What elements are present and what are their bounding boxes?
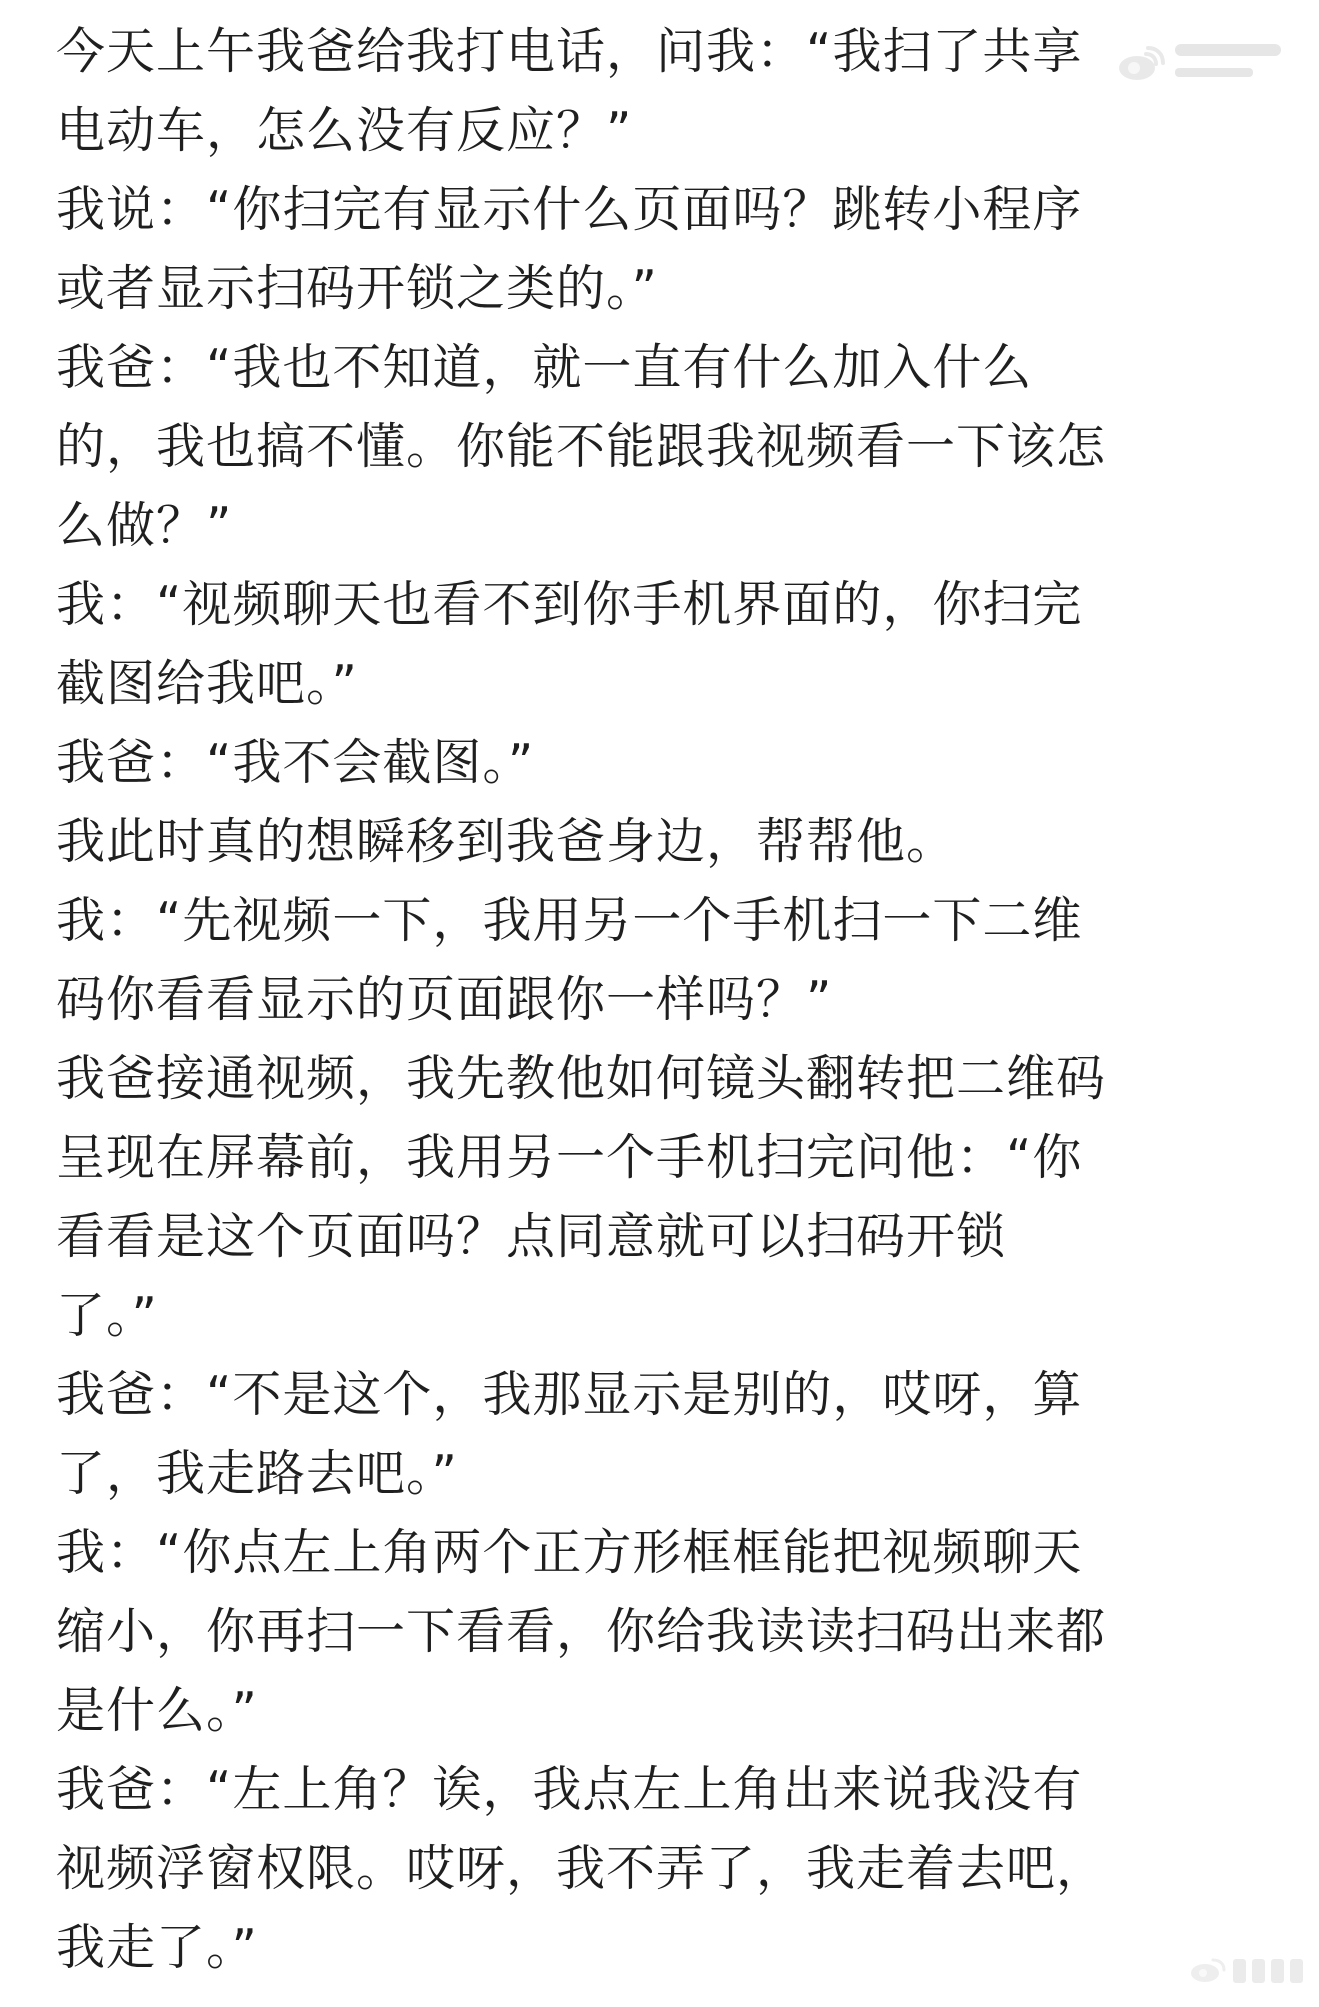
watermark-bar: [1252, 1959, 1265, 1983]
weibo-logo-icon: [1109, 34, 1169, 94]
bottom-watermark: [1185, 1945, 1307, 1997]
text-line-23: 我爸：“左上角？诶，我点左上角出来说我没有: [56, 1761, 1083, 1818]
text-line-13: 码你看看显示的页面跟你一样吗？”: [56, 971, 833, 1028]
text-line-11: 我此时真的想瞬移到我爸身边，帮帮他。: [56, 813, 957, 870]
text-line-1: 今天上午我爸给我打电话，问我：“我扫了共享: [56, 23, 1083, 80]
text-line-7: 么做？”: [56, 497, 233, 554]
watermark-bar: [1290, 1959, 1303, 1983]
text-line-4: 或者显示扫码开锁之类的。”: [56, 260, 658, 317]
watermark-bar: [1271, 1959, 1284, 1983]
weibo-logo-icon: [1185, 1953, 1227, 1987]
watermark-subtext-mark: [1175, 68, 1253, 77]
text-line-22: 是什么。”: [56, 1682, 258, 1739]
text-line-17: 了。”: [56, 1287, 158, 1344]
text-line-6: 的，我也搞不懂。你能不能跟我视频看一下该怎: [56, 418, 1107, 475]
text-line-8: 我：“视频聊天也看不到你手机界面的，你扫完: [56, 576, 1083, 633]
text-line-18: 我爸：“不是这个，我那显示是别的，哎呀，算: [56, 1366, 1083, 1423]
top-watermark: [1109, 24, 1285, 114]
text-line-21: 缩小，你再扫一下看看，你给我读读扫码出来都: [56, 1603, 1107, 1660]
text-line-10: 我爸：“我不会截图。”: [56, 734, 535, 791]
text-line-16: 看看是这个页面吗？点同意就可以扫码开锁: [56, 1208, 1007, 1265]
watermark-bars: [1233, 1959, 1303, 1983]
text-line-15: 呈现在屏幕前，我用另一个手机扫完问他：“你: [56, 1129, 1083, 1186]
text-line-24: 视频浮窗权限。哎呀，我不弄了，我走着去吧，: [56, 1840, 1107, 1897]
text-line-20: 我：“你点左上角两个正方形框框能把视频聊天: [56, 1524, 1083, 1581]
watermark-bar: [1233, 1959, 1246, 1983]
text-line-25: 我走了。”: [56, 1919, 258, 1976]
text-line-3: 我说：“你扫完有显示什么页面吗？跳转小程序: [56, 181, 1083, 238]
watermark-text-mark: [1175, 44, 1281, 56]
text-line-14: 我爸接通视频，我先教他如何镜头翻转把二维码: [56, 1050, 1107, 1107]
text-line-5: 我爸：“我也不知道，就一直有什么加入什么: [56, 339, 1033, 396]
story-text: [56, 12, 1236, 1987]
text-line-19: 了，我走路去吧。”: [56, 1445, 458, 1502]
text-line-9: 截图给我吧。”: [56, 655, 358, 712]
text-line-2: 电动车，怎么没有反应？”: [56, 102, 633, 159]
text-line-12: 我：“先视频一下，我用另一个手机扫一下二维: [56, 892, 1083, 949]
